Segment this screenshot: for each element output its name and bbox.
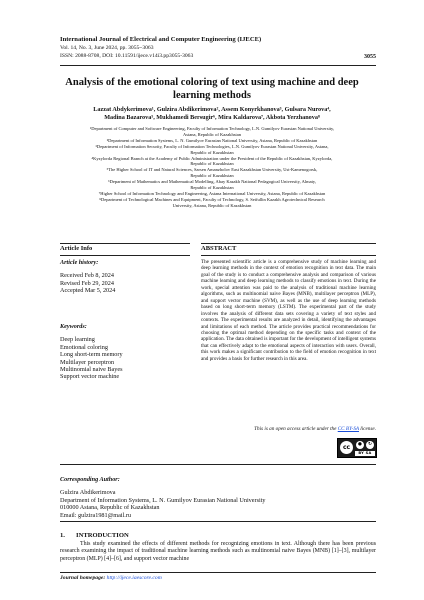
- keywords: [60, 323, 190, 381]
- section-title: INTRODUCTION: [76, 532, 129, 539]
- affiliation-line: Astana, Republic of Kazakhstan: [183, 131, 241, 137]
- journal-name: International Journal of Electrical and Computer Engineering (IJECE): [60, 36, 262, 43]
- history-revised: Revised Feb 29, 2024: [60, 279, 114, 287]
- journal-homepage-link[interactable]: http://ijece.iaescore.com: [106, 575, 162, 581]
- journal-issn: ISSN: 2088-8708, DOI: 10.11591/ijece.v14i3.pp3055-3063: [60, 53, 194, 59]
- history-accepted: Accepted Mar 5, 2024: [60, 287, 116, 295]
- affiliation-line: ²Department of Information Systems, L. N. Gumilyov Eurasian National University, Astana, Republic of Kazakhstan: [106, 137, 318, 143]
- authors-line-1: Lazzat Abdykerimova¹, Gulzira Abdikerimova², Assem Konyrkhanova³, Gulsara Nurova⁴,: [93, 106, 331, 113]
- article-info-rule-bottom: [60, 255, 190, 256]
- affiliation-line: ⁷Higher School of Information Technology and Engineering, Astana International University, Astana, Republic of Kazakhstan: [98, 190, 326, 196]
- keyword-item: Multinomial naive Bayes: [60, 366, 123, 374]
- abstract-text: The presented scientific article is a comprehensive study of machine learning and deep learning methods in the context of emotion recognition in text data. The main goal of the study is to conduct a comprehensive analysis and comparison of various machine learning and deep learning methods to classify emotions in text. During the work, special attention was paid to the analysis of traditional machine learning algorithms, such as multinomial naive Bayes (MNB), multilayer perceptron (MLP), and support vector machine (SVM), as well as the use of deep learning methods based on long short-term memory (LSTM). The experimental part of the study involves the analysis of different data sets covering a variety of text styles and contexts. The experimental results are analyzed in detail, identifying the advantages and limitations of each method. The article provides practical recommendations for choosing the optimal method depending on the specific tasks and context of the application. The data obtained is important for the development of intelligent systems that can effectively adapt to the emotional aspects of interaction with users. Overall, this work makes a significant contribution to the field of emotion recognition in text and provides a basis for further research in this area.: [201, 259, 376, 362]
- keyword-item: Deep learning: [60, 336, 95, 344]
- by-attribution-icon: ●: [356, 441, 364, 449]
- cc-badge-label: BY SA: [355, 451, 375, 456]
- page-number: 3055: [364, 54, 376, 60]
- cc-icon: cc: [340, 441, 353, 454]
- corresponding-email[interactable]: Email: gulzira1981@mail.ru: [60, 511, 131, 519]
- authors-line-2: Madina Bazarova⁵, Mukhamedi Bersugir⁶, Mira Kaldarova⁷, Akbota Yerzhanova⁸: [104, 114, 320, 121]
- introduction-text: This study examined the effects of different methods for recognizing emotions in text. Although there has been previous research examining the impact of traditional machine learning methods such as multinomial naive Bayes (MNB) [1]–[3], multilayer perceptron (MLP) [4]–[6], and support vector machine: [60, 541, 376, 562]
- affiliation-line: ⁴Kyzylorda Regional Branch at the Academy of Public Administration under the President of the Republic of Kazakhstan, Kyzylorda,: [91, 155, 333, 161]
- affiliation-line: Republic of Kazakhstan: [190, 161, 234, 167]
- footer-rule: [60, 572, 376, 573]
- journal-volume: Vol. 14, No. 3, June 2024, pp. 3055~3063: [60, 45, 154, 51]
- abstract-section-end-rule: [60, 464, 376, 465]
- introduction-heading: [60, 532, 129, 539]
- affiliation-line: ¹Department of Computer and Software Engineering, Faculty of Information Technology, L.N. Gumilyov Eurasian National University,: [89, 126, 335, 131]
- open-access-suffix: license.: [359, 426, 376, 432]
- license-link[interactable]: CC BY-SA: [337, 426, 359, 432]
- share-alike-icon: ↻: [366, 441, 374, 449]
- affiliation-line: ³Department of Information Security, Faculty of Information Technologies, L.N. Gumilyov Eurasian National University, Astana,: [95, 143, 329, 149]
- open-access-note: [201, 426, 376, 432]
- footer-label: Journal homepage:: [60, 575, 106, 581]
- article-info-heading: Article Info: [60, 245, 93, 252]
- keyword-item: Emotional coloring: [60, 343, 108, 351]
- affiliation-line: ⁵The Higher School of IT and Natural Sciences, Sarsen Amanzholov East Kazakhstan University, Ust-Kamenogorsk,: [106, 167, 318, 173]
- keywords-heading: Keywords:: [60, 323, 87, 330]
- section-number: 1.: [60, 532, 65, 539]
- article-history: [60, 259, 190, 295]
- journal-footer: [60, 575, 162, 581]
- keyword-item: Long short-term memory: [60, 351, 123, 359]
- article-history-heading: Article history:: [60, 259, 99, 266]
- corresponding-heading: Corresponding Author:: [60, 476, 120, 483]
- affiliation-line: University, Astana, Republic of Kazakhstan: [172, 202, 252, 208]
- corresponding-name: Gulzira Abdikerimova: [60, 489, 116, 497]
- affiliation-line: Republic of Kazakhstan: [190, 149, 234, 155]
- article-info-rule-top: [60, 243, 190, 244]
- corresponding-end-rule: [60, 521, 376, 522]
- cc-license-badge[interactable]: [337, 438, 377, 458]
- paper-title: Analysis of the emotional coloring of text using machine and deep learning methods: [65, 77, 359, 101]
- keyword-item: Multilayer perceptron: [60, 358, 115, 366]
- open-access-prefix: This is an open access article under the: [254, 426, 338, 432]
- corresponding-author: [60, 476, 376, 519]
- corresponding-dept: Department of Information Systems, L. N. Gumilyov Eurasian National University: [60, 496, 266, 504]
- affiliations: [56, 126, 368, 209]
- affiliation-line: Republic of Kazakhstan: [190, 173, 234, 179]
- affiliation-line: ⁶Department of Mathematics and Mathematical Modelling, Abay Kazakh National Pedagogical University, Almaty,: [108, 179, 316, 185]
- keyword-item: Support vector machine: [60, 373, 120, 381]
- journal-header: [60, 36, 380, 60]
- abstract-rule-bottom: [201, 255, 376, 256]
- affiliation-line: ⁸Department of Technological Machines and Equipment, Faculty of Technology, S. Seifullin Kazakh Agrotechnical Research: [99, 196, 325, 202]
- abstract-rule-top: [201, 243, 376, 244]
- author-list: [60, 106, 364, 122]
- corresponding-address: 010000 Astana, Republic of Kazakhstan: [60, 504, 160, 512]
- abstract-heading: ABSTRACT: [201, 245, 237, 252]
- header-rule: [60, 65, 376, 66]
- history-received: Received Feb 8, 2024: [60, 272, 114, 280]
- affiliation-line: Republic of Kazakhstan: [190, 185, 234, 191]
